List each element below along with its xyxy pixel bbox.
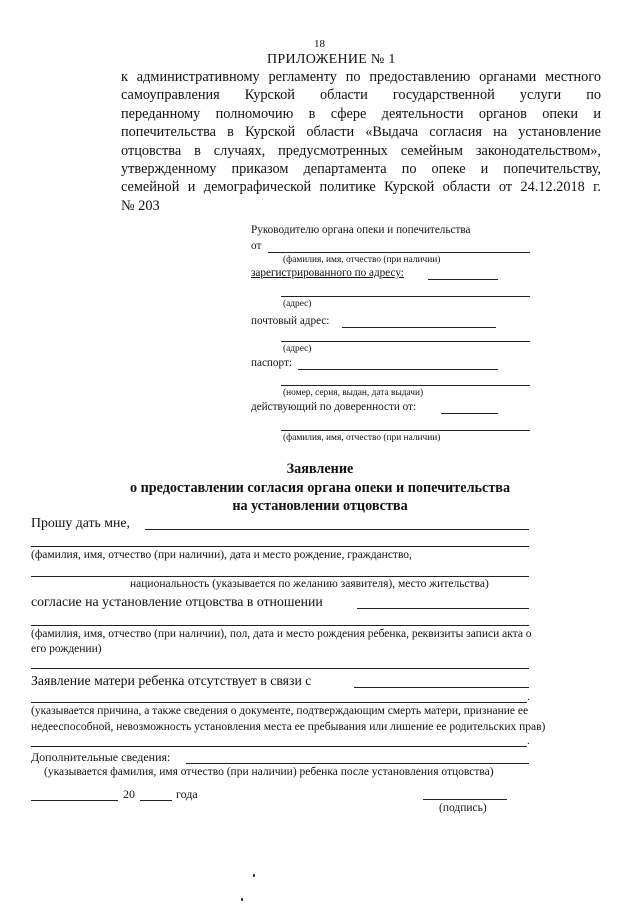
date-day-month-field[interactable]: [31, 800, 118, 801]
statement-subtitle: о предоставлении согласия органа опеки и попечительства: [129, 480, 511, 496]
applicant-details-field[interactable]: [31, 546, 529, 547]
preamble-line: самоуправления Курской области государственной услуги по: [121, 87, 601, 104]
mother-reason-extra-field[interactable]: [31, 702, 527, 703]
child-extra-field[interactable]: [31, 668, 529, 669]
child-details-field[interactable]: [31, 625, 529, 626]
proxy-label: действующий по доверенности от:: [251, 401, 417, 413]
registered-hint: (адрес): [283, 299, 312, 309]
scan-dot: [241, 898, 243, 901]
applicant-name-field[interactable]: [145, 529, 529, 530]
preamble-line: попечительства в Курской области «Выдача согласия на установление: [121, 124, 601, 141]
reason-extra-field[interactable]: [31, 746, 527, 747]
signature-hint: (подпись): [439, 802, 487, 814]
postal-address-field[interactable]: [281, 341, 530, 342]
reason-hint: (указывается причина, а также сведения о документе, подтверждающим смерть матери, признание ее: [31, 705, 529, 717]
consent-label: согласие на установление отцовства в отношении: [31, 594, 323, 609]
mother-reason-field[interactable]: [354, 687, 529, 688]
passport-label: паспорт:: [251, 357, 292, 369]
reason-hint: недееспособной, невозможность установления места ее пребывания или лишение ее родительских прав): [31, 721, 546, 733]
date-suffix: года: [176, 787, 198, 801]
signature-field[interactable]: [423, 799, 507, 800]
addressee-to: Руководителю органа опеки и попечительства: [251, 224, 471, 236]
from-field[interactable]: [268, 252, 530, 253]
from-label: от: [251, 240, 262, 252]
period-mark: .: [527, 691, 530, 703]
registered-address-field[interactable]: [281, 296, 530, 297]
scan-dot: [253, 874, 255, 877]
proxy-hint: (фамилия, имя, отчество (при наличии): [283, 433, 441, 443]
preamble-line: переданному полномочию в сфере деятельности органов опеки и: [121, 105, 601, 122]
additional-info-hint: (указывается фамилия, имя отчество (при наличии) ребенка после установления отцовства): [44, 766, 494, 778]
applicant-extra-field[interactable]: [31, 576, 529, 577]
child-hint: (фамилия, имя, отчество (при наличии), пол, дата и место рождения ребенка, реквизиты записи акта о: [31, 628, 532, 640]
passport-field[interactable]: [298, 369, 498, 370]
additional-info-label: Дополнительные сведения:: [31, 750, 171, 764]
child-name-field[interactable]: [357, 608, 529, 609]
preamble-line: утвержденному приказом департамента по опеке и попечительству,: [121, 161, 601, 178]
preamble-line: № 203: [121, 197, 160, 214]
additional-info-field[interactable]: [186, 763, 529, 764]
nationality-hint: национальность (указывается по желанию заявителя), место жительства): [130, 578, 489, 590]
page-number: 18: [314, 38, 325, 50]
postal-field[interactable]: [342, 327, 496, 328]
passport-hint: (номер, серия, выдан, дата выдачи): [283, 388, 424, 398]
postal-hint: (адрес): [283, 344, 312, 354]
regulation-preamble: [121, 68, 601, 215]
mother-absent-label: Заявление матери ребенка отсутствует в связи с: [31, 673, 312, 688]
registered-label: зарегистрированного по адресу:: [251, 267, 404, 279]
postal-label: почтовый адрес:: [251, 315, 330, 327]
child-hint: его рождении): [31, 643, 102, 655]
preamble-line: к административному регламенту по предоставлению органами местного: [121, 69, 601, 85]
statement-subtitle: на установлении отцовства: [232, 498, 408, 514]
preamble-line: отцовства в случаях, предусмотренных семейным законодательством»,: [121, 142, 601, 159]
passport-details-field[interactable]: [281, 385, 530, 386]
proxy-field[interactable]: [441, 413, 498, 414]
date-year-field[interactable]: [140, 800, 172, 801]
from-hint: (фамилия, имя, отчество (при наличии): [283, 255, 441, 265]
preamble-line: семейной и демографической политике Курской области от 24.12.2018 г.: [121, 179, 601, 196]
period-mark: .: [527, 735, 530, 747]
appendix-title: ПРИЛОЖЕНИЕ № 1: [267, 52, 396, 67]
request-label: Прошу дать мне,: [31, 515, 130, 530]
registered-field[interactable]: [428, 279, 498, 280]
statement-title: Заявление: [286, 461, 354, 477]
proxy-name-field[interactable]: [281, 430, 530, 431]
request-hint: (фамилия, имя, отчество (при наличии), дата и место рождение, гражданство,: [31, 549, 412, 561]
date-year-prefix: 20: [123, 787, 135, 801]
